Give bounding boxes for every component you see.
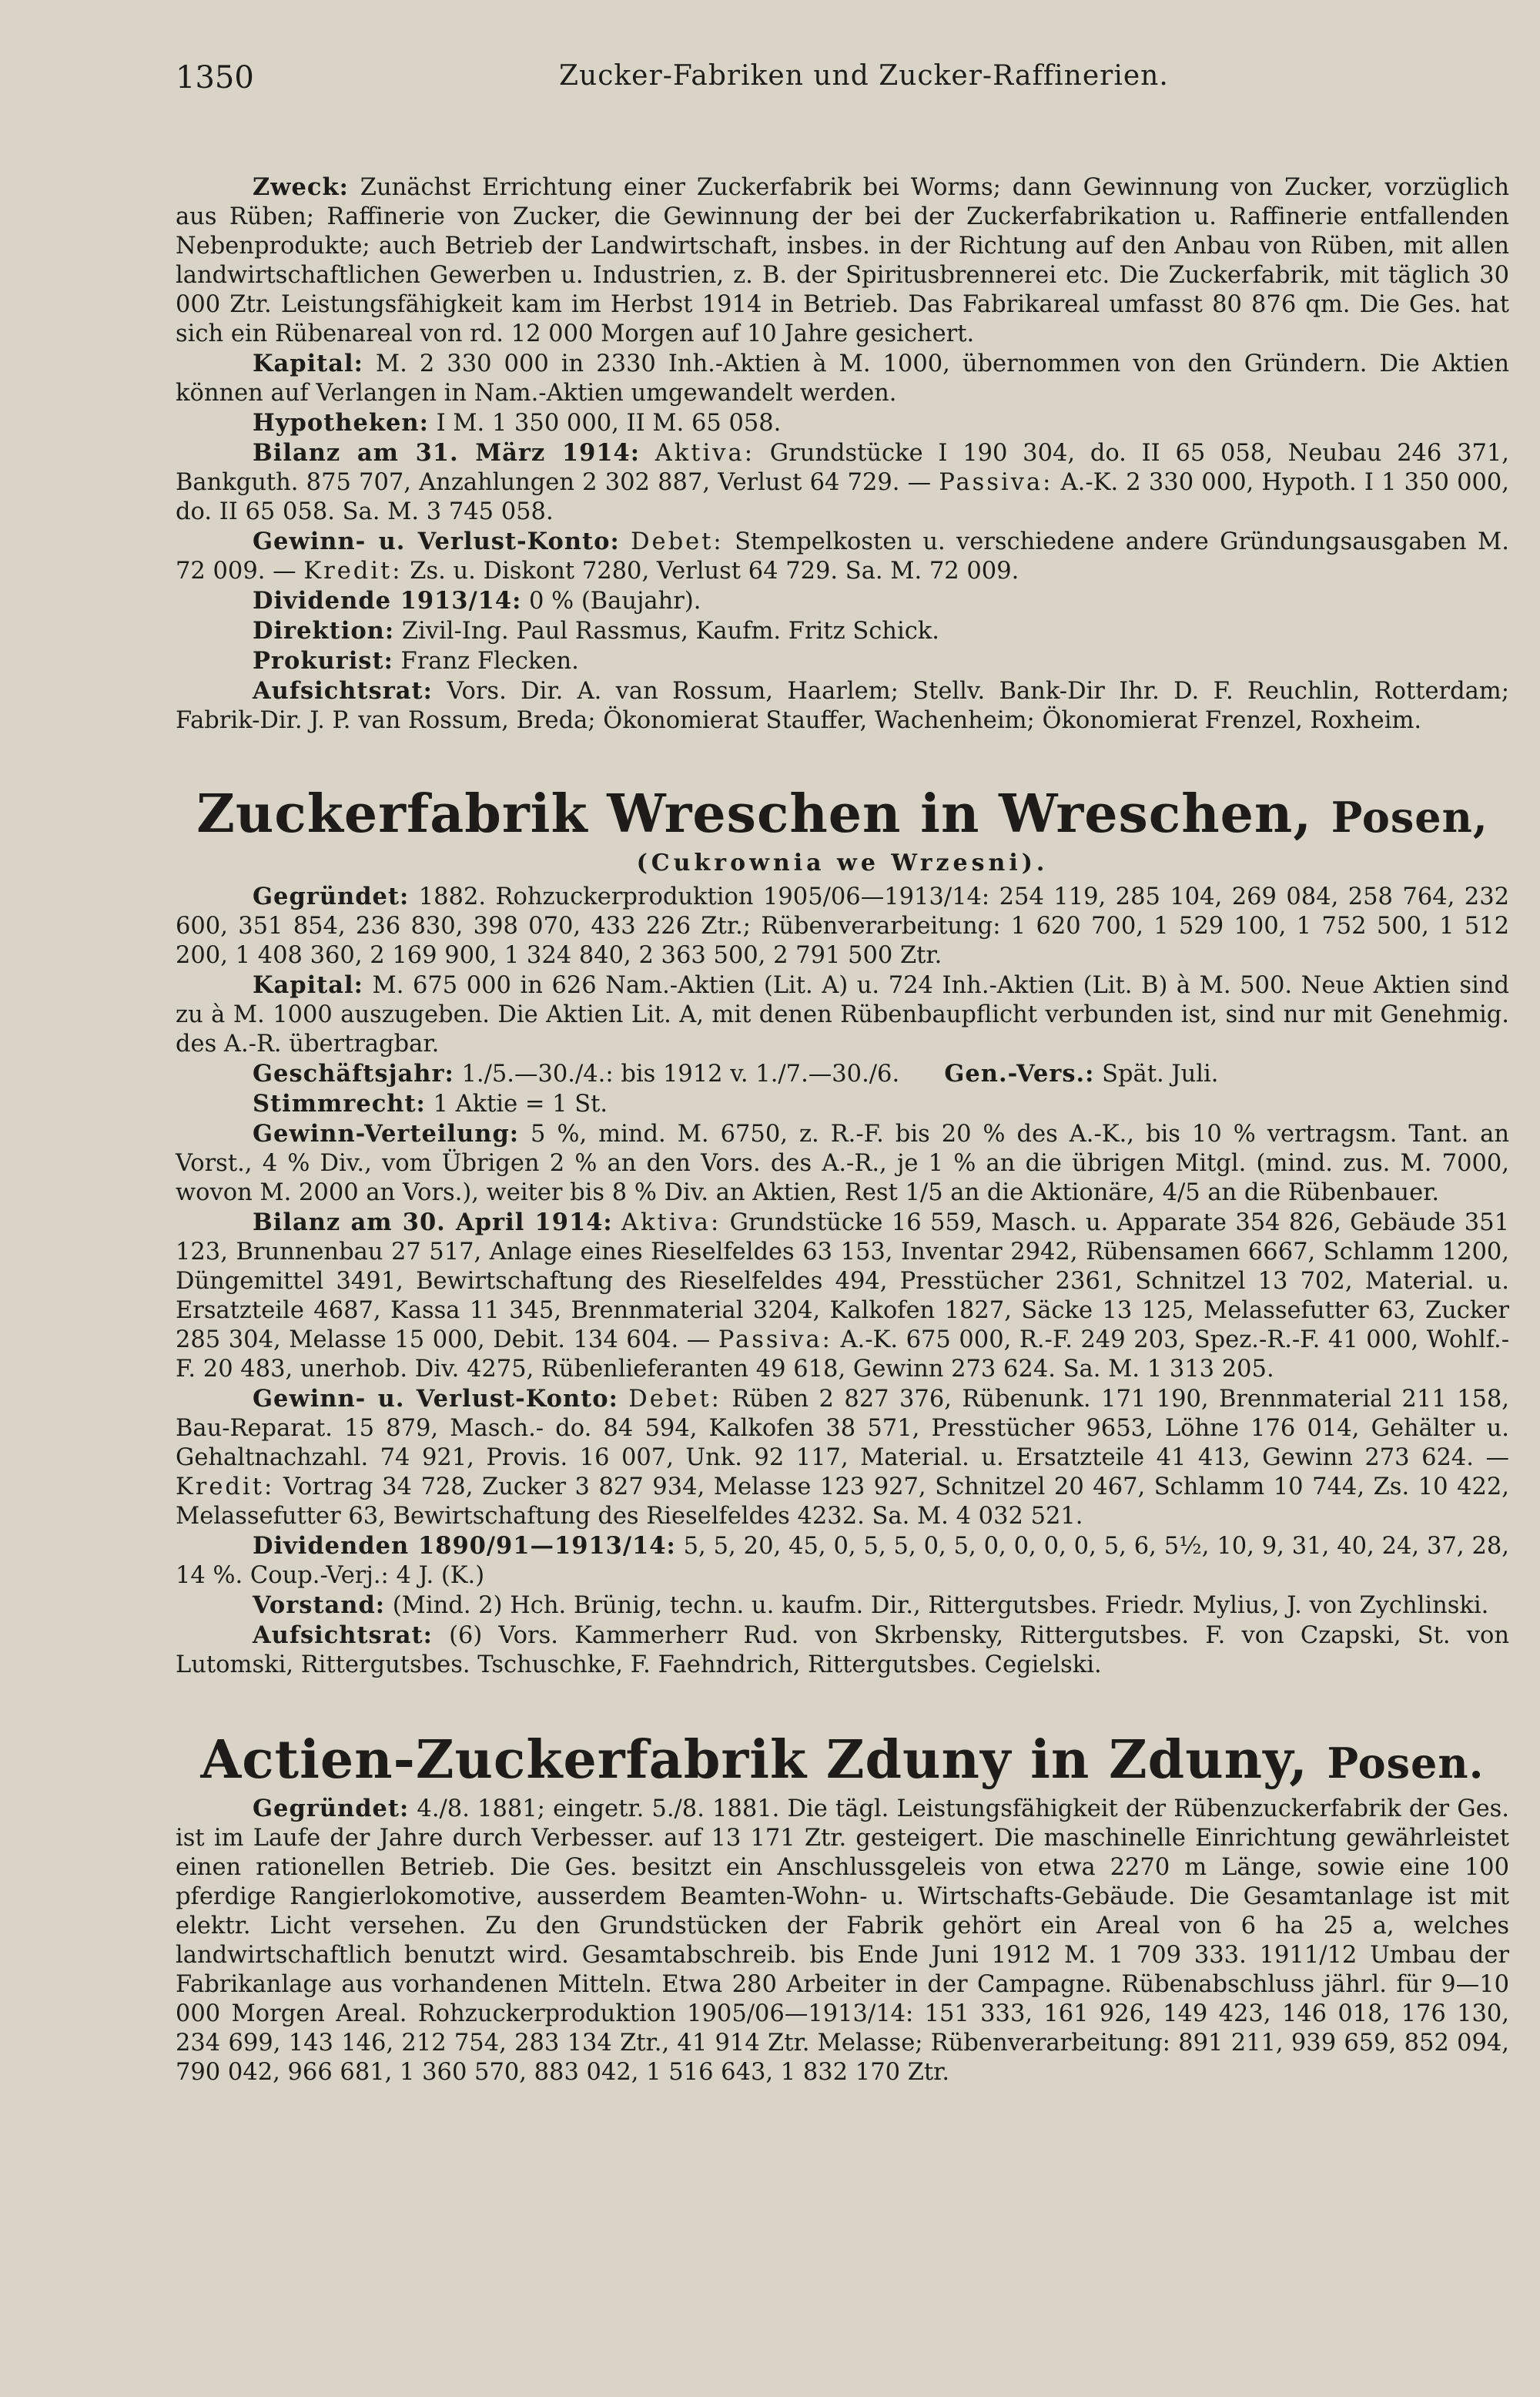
guv-label: Gewinn- u. Verlust-Konto:: [253, 528, 620, 555]
running-title: Zucker-Fabriken und Zucker-Raffinerien.: [559, 60, 1169, 92]
gegruendet-label: Gegründet:: [253, 1795, 410, 1822]
company-heading: [176, 783, 1509, 848]
guv-label: Gewinn- u. Verlust-Konto:: [253, 1385, 618, 1413]
gegruendet-paragraph: [176, 1794, 1509, 2087]
hypotheken-paragraph: [176, 408, 1509, 438]
dividenden-paragraph: [176, 1531, 1509, 1591]
gegruendet-text: 1882. Rohzuckerproduktion 1905/06—1913/14: 254 119, 285 104, 269 084, 258 764, 232 600, 351 854, 236 830, 398 070, 433 226 Ztr.; Rübenverarbeitung: 1 620 700, 1 529 100, 1 752 500, 1 512 200, 1 408 360, 2 169 900, 1 324 840, 2 363 500, 2 791 500 Ztr.: [176, 883, 1510, 969]
company-subheading: (Cukrownia we Wrzesni).: [636, 850, 1049, 877]
aufsichtsrat-text: Vors. Dir. A. van Rossum, Haarlem; Stellv. Bank-Dir Ihr. D. F. Reuchlin, Rotterdam; Fabrik-Dir. J. P. van Rossum, Breda; Ökonomierat Stauffer, Wachenheim; Ökonomierat Frenzel, Roxheim.: [176, 678, 1509, 734]
dividende-text: 0 % (Baujahr).: [529, 588, 701, 615]
aufsichtsrat-label: Aufsichtsrat:: [253, 677, 433, 705]
gewinnverteilung-paragraph: [176, 1119, 1509, 1208]
bilanz-passiva-text: A.-K. 2 330 000, Hypoth. I 1 350 000, do. II 65 058. Sa. M. 3 745 058.: [176, 469, 1509, 525]
company-heading: [176, 1729, 1509, 1794]
company-region: Posen,: [1331, 793, 1488, 842]
running-head: [176, 60, 1509, 106]
gegruendet-text: 4./8. 1881; eingetr. 5./8. 1881. Die tägl. Leistungsfähigkeit der Rübenzuckerfabrik der Ges. ist im Laufe der Jahre durch Verbesser. auf 13 171 Ztr. gesteigert. Die maschinelle Einrichtung gewährleistet einen rationellen Betrieb. Die Ges. besitzt ein Anschlussgeleis von etwa 2270 m Länge, sowie eine 100 pferdige Rangierlokomotive, ausserdem Beamten-Wohn- u. Wirtschafts-Gebäude. Die Gesamtanlage ist mit elektr. Licht versehen. Zu den Grundstücken der Fabrik gehört ein Areal von 6 ha 25 a, welches landwirtschaftlich benutzt wird. Gesamtabschreib. bis Ende Juni 1912 M. 1 709 333. 1911/12 Umbau der Fabrikanlage aus vorhandenen Mitteln. Etwa 280 Arbeiter in der Campagne. Rübenabschluss jährl. für 9—10 000 Morgen Areal. Rohzuckerproduktion 1905/06—1913/14: 151 333, 161 926, 149 423, 146 018, 176 130, 234 699, 143 146, 212 754, 283 134 Ztr., 41 914 Ztr. Melasse; Rübenverarbeitung: 891 211, 939 659, 852 094, 790 042, 966 681, 1 360 570, 883 042, 1 516 643, 1 832 170 Ztr.: [176, 1795, 1509, 2086]
company-name: Zuckerfabrik Wreschen in Wreschen,: [196, 783, 1313, 845]
aufsichtsrat-text: (6) Vors. Kammerherr Rud. von Skrbensky, Rittergutsbes. F. von Czapski, St. von Lutomski, Rittergutsbes. Tschuschke, F. Faehndrich, Rittergutsbes. Cegielski.: [176, 1622, 1509, 1678]
bilanz-paragraph: [176, 1208, 1509, 1384]
aufsichtsrat-paragraph: [176, 1621, 1509, 1680]
aktiva-label: Aktiva:: [654, 440, 755, 467]
aktiva-label: Aktiva:: [621, 1209, 721, 1236]
bilanz-label: Bilanz am 30. April 1914:: [253, 1209, 613, 1236]
entry-wreschen: [176, 783, 1509, 1680]
page-number: 1350: [176, 60, 254, 96]
company-name: Actien-Zuckerfabrik Zduny in Zduny,: [200, 1729, 1308, 1791]
passiva-label: Passiva:: [718, 1326, 832, 1353]
hypotheken-label: Hypotheken:: [253, 409, 429, 437]
prokurist-label: Prokurist:: [253, 647, 393, 675]
kredit-label: Kredit:: [176, 1473, 275, 1500]
gewinnverteilung-text: 5 %, mind. M. 6750, z. R.-F. bis 20 % des A.-K., bis 10 % vertragsm. Tant. an Vorst., 4 % Div., vom Übrigen 2 % an den Vors. des A.-R., je 1 % an die übrigen Mitgl. (mind. zus. M. 7000, wovon M. 2000 an Vors.), weiter bis 8 % Div. an Aktien, Rest 1/5 an die Aktionäre, 4/5 an die Rübenbauer.: [176, 1121, 1509, 1206]
entry-zduny: [176, 1729, 1509, 2087]
guv-debet-text: Rüben 2 827 376, Rübenunk. 171 190, Brennmaterial 211 158, Bau-Reparat. 15 879, Masch.- do. 84 594, Kalkofen 38 571, Presstücher 9653, Löhne 176 014, Gehälter u. Gehaltnachzahl. 74 921, Provis. 16 007, Unk. 92 117, Material. u. Ersatzteile 41 413, Gewinn 273 624. —: [176, 1386, 1509, 1471]
guv-paragraph: [176, 527, 1509, 586]
bilanz-aktiva-text: Grundstücke 16 559, Masch. u. Apparate 354 826, Gebäude 351 123, Brunnenbau 27 517, Anlage eines Rieselfeldes 63 153, Inventar 2942, Rübensamen 6667, Schlamm 1200, Düngemittel 3491, Bewirtschaftung des Rieselfeldes 494, Presstücher 2361, Schnitzel 13 702, Material. u. Ersatzteile 4687, Kassa 11 345, Brennmaterial 3204, Kalkofen 1827, Säcke 13 125, Melassefutter 63, Zucker 285 304, Melasse 15 000, Debit. 134 604. —: [176, 1209, 1509, 1353]
geschaeftsjahr-text: 1./5.—30./4.: bis 1912 v. 1./7.—30./6.: [461, 1061, 900, 1088]
passiva-label: Passiva:: [939, 469, 1053, 496]
dividende-label: Dividende 1913/14:: [253, 587, 522, 615]
dividenden-text: 5, 5, 20, 45, 0, 5, 5, 0, 5, 0, 0, 0, 0, 5, 6, 5½, 10, 9, 31, 40, 24, 37, 28, 14 %. Coup.-Verj.: 4 J. (K.): [176, 1533, 1509, 1589]
vorstand-paragraph: [176, 1591, 1509, 1621]
bilanz-paragraph: [176, 438, 1509, 527]
bilanz-passiva-text: A.-K. 675 000, R.-F. 249 203, Spez.-R.-F. 41 000, Wohlf.-F. 20 483, unerhob. Div. 4275, Rübenlieferanten 49 618, Gewinn 273 624. Sa. M. 1 313 205.: [176, 1326, 1509, 1383]
geschaeftsjahr-label: Geschäftsjahr:: [253, 1060, 454, 1088]
guv-kredit-text: Zs. u. Diskont 7280, Verlust 64 729. Sa. M. 72 009.: [410, 558, 1019, 585]
zweck-text: Zunächst Errichtung einer Zuckerfabrik bei Worms; dann Gewinnung von Zucker, vorzüglich aus Rüben; Raffinerie von Zucker, die Gewinnung der bei der Zuckerfabrikation u. Raffinerie entfallenden Nebenprodukte; auch Betrieb der Landwirtschaft, insbes. in der Richtung auf den Anbau von Rüben, mit allen landwirtschaftlichen Gewerben u. Industrien, z. B. der Spiritusbrennerei etc. Die Zuckerfabrik, mit täglich 30 000 Ztr. Leistungsfähigkeit kam im Herbst 1914 in Betrieb. Das Fabrikareal umfasst 80 876 qm. Die Ges. hat sich ein Rübenareal von rd. 12 000 Morgen auf 10 Jahre gesichert.: [176, 174, 1509, 347]
gegruendet-paragraph: [176, 882, 1509, 971]
genvers-text: Spät. Juli.: [1102, 1061, 1219, 1088]
aufsichtsrat-paragraph: [176, 676, 1509, 736]
zweck-label: Zweck:: [253, 173, 349, 201]
kapital-paragraph: [176, 971, 1509, 1059]
entry-worms: [176, 173, 1509, 736]
guv-debet-text: Stempelkosten u. verschiedene andere Gründungsausgaben M. 72 009. —: [176, 528, 1509, 585]
dividenden-label: Dividenden 1890/91—1913/14:: [253, 1532, 676, 1560]
stimmrecht-label: Stimmrecht:: [253, 1090, 426, 1118]
stimmrecht-paragraph: [176, 1089, 1509, 1119]
guv-kredit-text: Vortrag 34 728, Zucker 3 827 934, Melasse 123 927, Schnitzel 20 467, Schlamm 10 744, Zs. 10 422, Melassefutter 63, Bewirtschaftung des Rieselfeldes 4232. Sa. M. 4 032 521.: [176, 1473, 1509, 1530]
zweck-paragraph: [176, 173, 1509, 349]
vorstand-label: Vorstand:: [253, 1591, 386, 1619]
guv-paragraph: [176, 1384, 1509, 1531]
kapital-paragraph: [176, 349, 1509, 408]
kredit-label: Kredit:: [303, 558, 403, 585]
kapital-label: Kapital:: [253, 971, 363, 999]
dividende-paragraph: [176, 586, 1509, 616]
gegruendet-label: Gegründet:: [253, 883, 410, 910]
stimmrecht-text: 1 Aktie = 1 St.: [433, 1091, 608, 1118]
prokurist-text: Franz Flecken.: [400, 648, 579, 675]
company-region: Posen.: [1327, 1738, 1485, 1788]
prokurist-paragraph: [176, 646, 1509, 676]
debet-label: Debet:: [628, 1386, 721, 1413]
direktion-text: Zivil-Ing. Paul Rassmus, Kaufm. Fritz Schick.: [401, 618, 939, 645]
hypotheken-text: I M. 1 350 000, II M. 65 058.: [436, 410, 782, 437]
vorstand-text: (Mind. 2) Hch. Brünig, techn. u. kaufm. Dir., Rittergutsbes. Friedr. Mylius, J. von Zychlinski.: [392, 1592, 1489, 1619]
gewinnverteilung-label: Gewinn-Verteilung:: [253, 1120, 520, 1148]
kapital-text: M. 2 330 000 in 2330 Inh.-Aktien à M. 1000, übernommen von den Gründern. Die Aktien können auf Verlangen in Nam.-Aktien umgewandelt werden.: [176, 350, 1509, 407]
kapital-text: M. 675 000 in 626 Nam.-Aktien (Lit. A) u. 724 Inh.-Aktien (Lit. B) à M. 500. Neue Aktien sind zu à M. 1000 auszugeben. Die Aktien Lit. A, mit denen Rübenbaupflicht verbunden ist, sind nur mit Genehmig. des A.-R. übertragbar.: [176, 972, 1509, 1058]
kapital-label: Kapital:: [253, 350, 363, 377]
bilanz-label: Bilanz am 31. März 1914:: [253, 439, 641, 467]
direktion-label: Direktion:: [253, 617, 395, 645]
debet-label: Debet:: [631, 528, 724, 555]
direktion-paragraph: [176, 616, 1509, 646]
geschaeftsjahr-paragraph: [176, 1059, 1509, 1089]
aufsichtsrat-label: Aufsichtsrat:: [253, 1621, 433, 1649]
genvers-label: Gen.-Vers.:: [944, 1060, 1095, 1088]
bilanz-aktiva-text: Grundstücke I 190 304, do. II 65 058, Neubau 246 371, Bankguth. 875 707, Anzahlungen 2 302 887, Verlust 64 729. —: [176, 440, 1509, 496]
